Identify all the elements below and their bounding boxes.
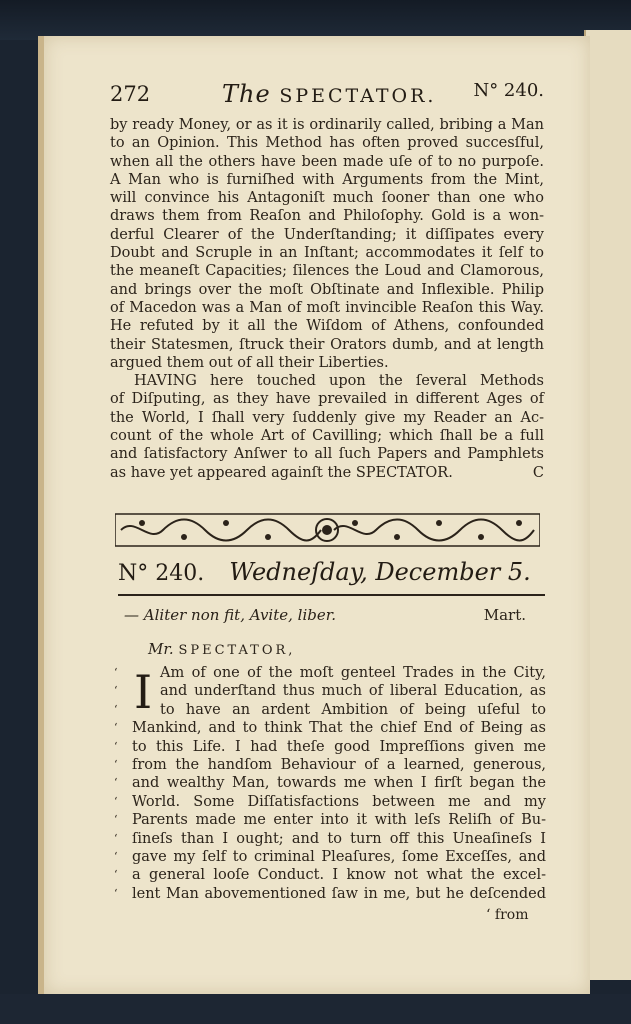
motto bbox=[124, 606, 526, 624]
letter-line: to have an ardent Ambition of being uſeful to bbox=[160, 701, 546, 718]
motto-quote: — Aliter non fit, Avite, liber. bbox=[124, 606, 337, 624]
letter-line: Mankind, and to think That the chief End of Being as bbox=[132, 720, 546, 737]
letter-line: a general looſe Conduct. I know not what the excel- bbox=[132, 867, 546, 884]
running-title-italic: The bbox=[222, 80, 271, 108]
signature-letter: C bbox=[532, 464, 544, 481]
body-line: and ſatisfactory Anſwer to all ſuch Papers and Pamphlets bbox=[110, 446, 544, 463]
body-line: Doubt and Scruple in an Inſtant; accommodates it ſelf to bbox=[110, 245, 544, 262]
body-line: and brings over the moſt Obſtinate and Inflexible. Philip bbox=[110, 281, 544, 298]
body-line: to an Opinion. This Method has often proved succesſful, bbox=[110, 135, 544, 152]
letter-line: Parents made me enter into it with leſs Reliſh of Bu- bbox=[132, 812, 546, 829]
backdrop bbox=[0, 0, 631, 40]
body-line: derful Clearer of the Underſtanding; it diſſipates every bbox=[110, 226, 544, 243]
letter-line: and wealthy Man, towards me when I firſt began the bbox=[132, 775, 546, 792]
quote-mark: ‘ bbox=[114, 868, 118, 882]
running-title bbox=[222, 80, 436, 108]
page-number: 272 bbox=[110, 82, 151, 106]
drop-cap: I bbox=[134, 665, 153, 719]
body-line: when all the others have been made uſe of to no purpoſe. bbox=[110, 153, 544, 170]
body-line: argued them out of all their Liberties. bbox=[110, 354, 389, 371]
ornamental-headpiece bbox=[115, 512, 540, 548]
body-line: of Diſputing, as they have prevailed in different Ages of bbox=[110, 391, 544, 408]
body-line: the meaneſt Capacities; ſilences the Loud and Clamorous, bbox=[110, 263, 544, 280]
catchword: ‘ from bbox=[486, 907, 529, 923]
body-line-final-text: as have yet appeared againſt the SPECTATOR. bbox=[110, 464, 453, 481]
body-line: HAVING here touched upon the ſeveral Methods bbox=[134, 373, 544, 390]
quote-mark: ‘ bbox=[114, 684, 118, 698]
page-header bbox=[110, 80, 544, 114]
body-line: draws them from Reaſon and Philoſophy. Gold is a won- bbox=[110, 208, 544, 225]
body-line: count of the whole Art of Cavilling; which ſhall be a full bbox=[110, 428, 544, 445]
issue-number: N° 240. bbox=[118, 561, 205, 586]
salutation bbox=[148, 640, 295, 658]
letter-line: to this Life. I had theſe good Impreſſions given me bbox=[132, 738, 546, 755]
body-line: will convince his Antagoniſt much ſooner than one who bbox=[110, 190, 544, 207]
body-line: of Macedon was a Man of moſt invincible Reaſon this Way. bbox=[110, 299, 544, 316]
quote-mark: ‘ bbox=[114, 702, 118, 716]
quote-mark: ‘ bbox=[114, 721, 118, 735]
issue-heading bbox=[118, 558, 544, 592]
backdrop-bottom bbox=[0, 994, 631, 1024]
body-line: by ready Money, or as it is ordinarily called, bribing a Man bbox=[110, 117, 544, 133]
issue-date: Wedneſday, December 5. bbox=[229, 558, 531, 586]
letter-line: World. Some Diſſatisfactions between me and my bbox=[132, 793, 546, 810]
body-line-final bbox=[110, 464, 544, 482]
header-issue-number: N° 240. bbox=[473, 80, 544, 101]
quotation-marks-column bbox=[114, 664, 124, 903]
motto-author: Mart. bbox=[483, 606, 526, 624]
heading-rule bbox=[118, 594, 545, 596]
facing-page-edge bbox=[584, 30, 631, 980]
quote-mark: ‘ bbox=[114, 813, 118, 827]
running-title-caps: SPECTATOR. bbox=[279, 85, 437, 107]
salutation-mr: Mr. bbox=[148, 640, 174, 658]
letter-line: Am of one of the moſt genteel Trades in the City, bbox=[160, 665, 546, 681]
body-line: the World, I ſhall very ſuddenly give my Reader an Ac- bbox=[110, 409, 544, 426]
quote-mark: ‘ bbox=[114, 886, 118, 900]
body-line: A Man who is furniſhed with Arguments from the Mint, bbox=[110, 171, 544, 188]
quote-mark: ‘ bbox=[114, 794, 118, 808]
quote-mark: ‘ bbox=[114, 739, 118, 753]
quote-mark: ‘ bbox=[114, 850, 118, 864]
salutation-name: SPECTATOR, bbox=[178, 643, 296, 658]
body-line: He refuted by it all the Wiſdom of Athens, confounded bbox=[110, 318, 544, 335]
letter-line: lent Man abovementioned ſaw in me, but he deſcended bbox=[132, 885, 546, 902]
letter-line: ſineſs than I ought; and to turn off this Uneaſineſs I bbox=[132, 830, 546, 847]
letter-line: and underſtand thus much of liberal Education, as bbox=[160, 683, 546, 700]
body-text bbox=[110, 116, 544, 482]
body-line: their Statesmen, ſtruck their Orators dumb, and at length bbox=[110, 336, 544, 353]
letter-line: gave my ſelf to criminal Pleaſures, ſome Exceſſes, and bbox=[132, 849, 546, 866]
letter-line: from the handſom Behaviour of a learned, generous, bbox=[132, 757, 546, 774]
quote-mark: ‘ bbox=[114, 758, 118, 772]
letter-lines bbox=[132, 664, 546, 903]
quote-mark: ‘ bbox=[114, 776, 118, 790]
quote-mark: ‘ bbox=[114, 666, 118, 679]
quote-mark: ‘ bbox=[114, 831, 118, 845]
